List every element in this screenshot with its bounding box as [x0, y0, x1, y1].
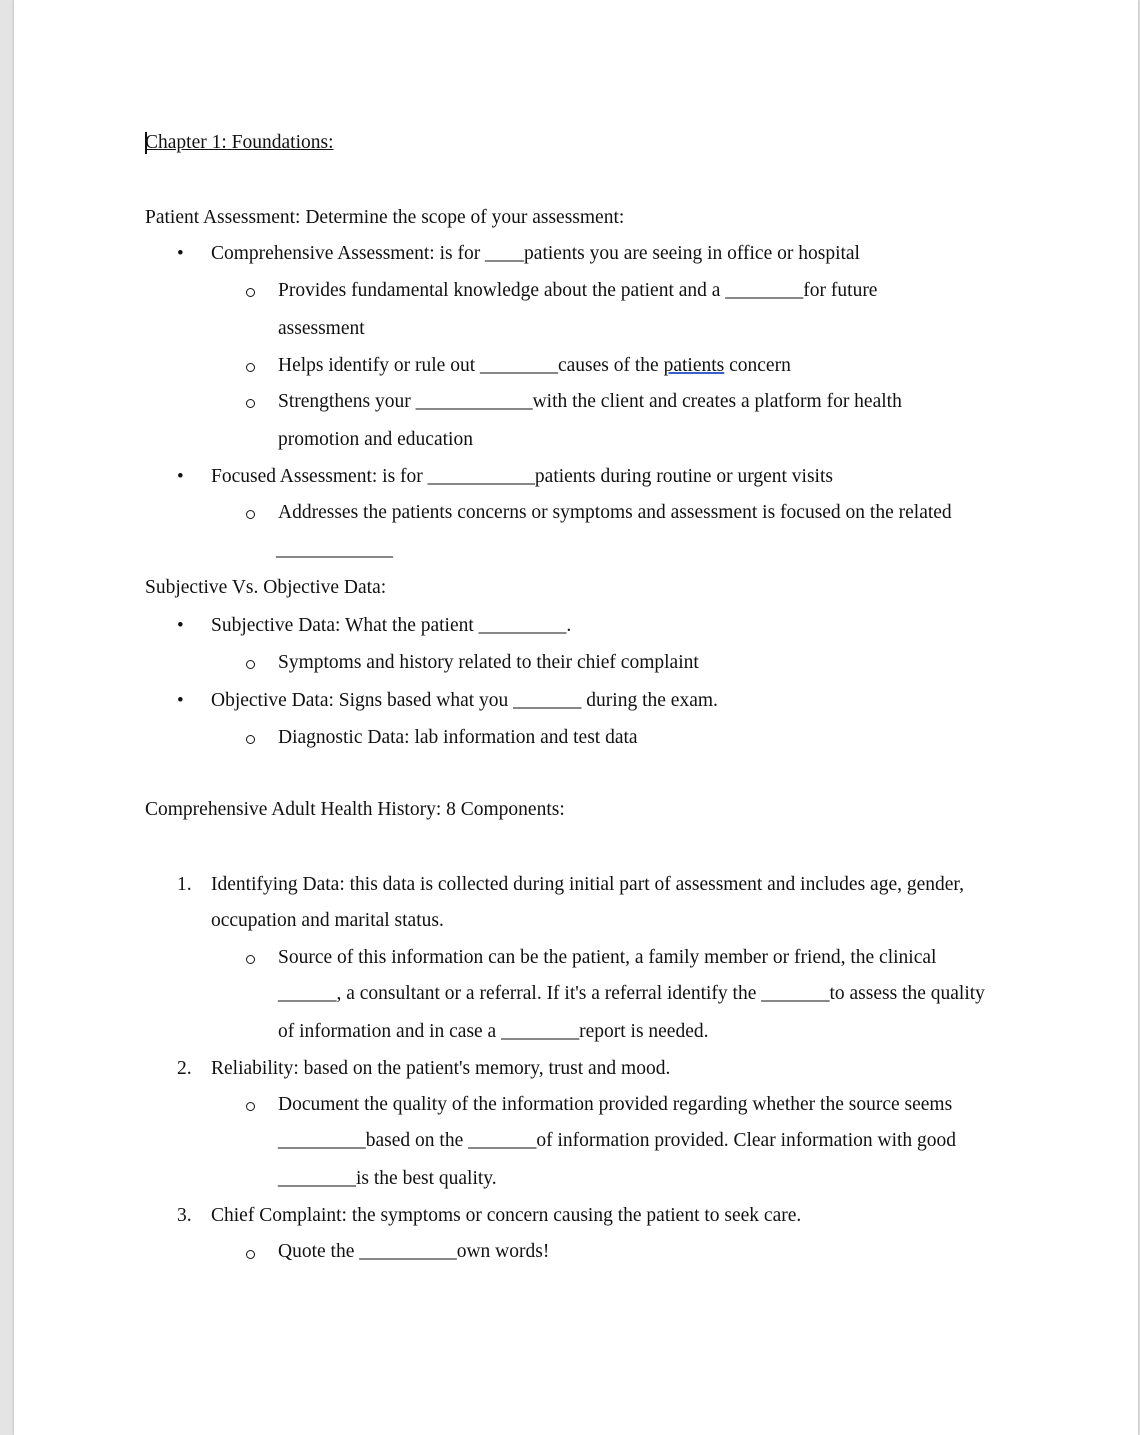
comp-sub2-pre: Helps identify or rule out ________causes of the [278, 355, 664, 376]
document-page [14, 0, 1138, 1435]
subjective-data-item: Subjective Data: What the patient _________. [211, 615, 572, 636]
bullet-icon: • [177, 615, 184, 636]
objective-sub: Diagnostic Data: lab information and test data [278, 727, 638, 748]
circle-bullet-icon [246, 660, 255, 669]
circle-bullet-icon [246, 1250, 255, 1259]
chief-complaint-sub: Quote the __________own words! [278, 1241, 550, 1262]
subjective-sub: Symptoms and history related to their chief complaint [278, 652, 699, 673]
health-history-heading: Comprehensive Adult Health History: 8 Components: [145, 799, 565, 820]
circle-bullet-icon [246, 955, 255, 964]
list-number-1: 1. [177, 874, 192, 895]
comp-sub2-post: concern [724, 355, 791, 376]
chapter-title: Chapter 1: Foundations: [145, 132, 334, 153]
circle-bullet-icon [246, 510, 255, 519]
comp-sub1-line2: assessment [278, 318, 365, 339]
reliability-sub-line3: ________is the best quality. [278, 1168, 497, 1189]
circle-bullet-icon [246, 735, 255, 744]
subjective-objective-heading: Subjective Vs. Objective Data: [145, 577, 387, 598]
circle-bullet-icon [246, 288, 255, 297]
list-number-3: 3. [177, 1205, 192, 1226]
bullet-icon: • [177, 243, 184, 264]
circle-bullet-icon [246, 363, 255, 372]
identifying-sub-line1: Source of this information can be the patient, a family member or friend, the clinical [278, 947, 937, 968]
objective-data-item: Objective Data: Signs based what you _______ during the exam. [211, 690, 718, 711]
comp-sub1-line1: Provides fundamental knowledge about the patient and a ________for future [278, 280, 878, 301]
circle-bullet-icon [246, 399, 255, 408]
spellcheck-word[interactable]: patients [663, 355, 725, 376]
focused-sub1-line1: Addresses the patients concerns or symptoms and assessment is focused on the related [278, 502, 952, 523]
reliability-sub-line1: Document the quality of the information provided regarding whether the source seems [278, 1094, 953, 1115]
focused-assessment-item: Focused Assessment: is for ___________patients during routine or urgent visits [211, 466, 833, 487]
comp-sub3-line2: promotion and education [278, 429, 473, 450]
bullet-icon: • [177, 466, 184, 487]
identifying-sub-line2: ______, a consultant or a referral. If it's a referral identify the _______to assess the quality [278, 983, 985, 1004]
comprehensive-assessment-item: Comprehensive Assessment: is for ____patients you are seeing in office or hospital [211, 243, 860, 264]
identifying-data-line2: occupation and marital status. [211, 910, 444, 931]
focused-sub1-line2: ____________ [276, 539, 393, 560]
comp-sub3-line1: Strengthens your ____________with the client and creates a platform for health [278, 391, 902, 412]
reliability-item: Reliability: based on the patient's memory, trust and mood. [211, 1058, 671, 1079]
list-number-2: 2. [177, 1058, 192, 1079]
comp-sub2 [278, 354, 791, 378]
patient-assessment-heading: Patient Assessment: Determine the scope of your assessment: [145, 207, 625, 228]
chief-complaint-item: Chief Complaint: the symptoms or concern causing the patient to seek care. [211, 1205, 802, 1226]
identifying-data-line1: Identifying Data: this data is collected during initial part of assessment and includes age, gender, [211, 874, 964, 895]
bullet-icon: • [177, 690, 184, 711]
identifying-sub-line3: of information and in case a ________report is needed. [278, 1021, 709, 1042]
circle-bullet-icon [246, 1102, 255, 1111]
reliability-sub-line2: _________based on the _______of information provided. Clear information with good [278, 1130, 957, 1151]
